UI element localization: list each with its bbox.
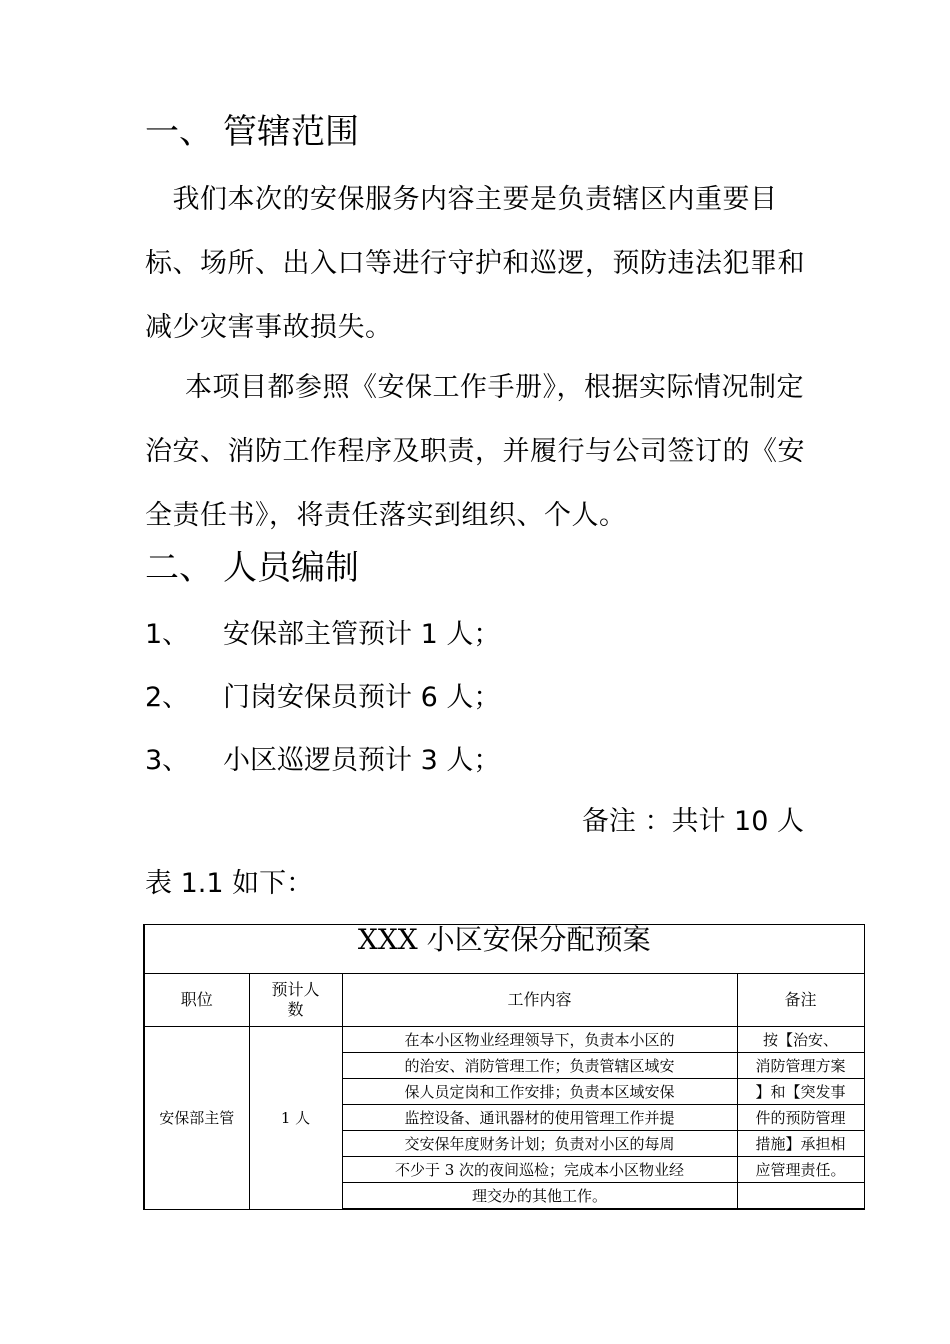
table-title-row: [144, 925, 864, 974]
cell-content-line: 监控设备、通讯器材的使用管理工作并提: [342, 1105, 737, 1131]
section-title: 人员编制: [223, 548, 359, 588]
list-item-text: 小区巡逻员预计 3 人；: [223, 745, 501, 776]
list-item-number: 1、: [145, 619, 190, 650]
cell-content-line: 在本小区物业经理领导下，负责本小区的: [342, 1027, 737, 1053]
total-note: 备注 ：共计 10 人: [581, 806, 804, 837]
section-title: 管辖范围: [223, 112, 359, 152]
table-caption: 表 1.1 如下：: [145, 868, 314, 899]
cell-remark-line: 】和【突发事: [737, 1079, 864, 1105]
paragraph-scope: 我们本次的安保服务内容主要是负责辖区内重要目标、场所、出入口等进行守护和巡逻，预防违法犯罪和减少灾害事故损失。: [145, 184, 805, 343]
cell-remark-line: 件的预防管理: [737, 1105, 864, 1131]
section-number: 二、: [145, 548, 213, 588]
table-row: [144, 1027, 864, 1053]
security-plan-table: [143, 924, 865, 1210]
section-heading-1: [145, 112, 359, 152]
list-item-text: 门岗安保员预计 6 人；: [223, 682, 501, 713]
section-heading-2: [145, 548, 359, 588]
list-item-number: 2、: [145, 682, 190, 713]
table-header-row: [144, 974, 864, 1027]
cell-remark-line: 措施】承担相: [737, 1131, 864, 1157]
section-number: 一、: [145, 112, 213, 152]
header-remark: 备注: [737, 974, 864, 1027]
cell-remark-line: 按【治安、: [737, 1027, 864, 1053]
cell-remark-line: 应管理责任。: [737, 1157, 864, 1183]
list-item: [145, 617, 500, 653]
cell-count: 1 人: [249, 1027, 342, 1210]
list-item-number: 3、: [145, 745, 190, 776]
list-item: [145, 680, 500, 716]
header-count: 预计人数: [249, 974, 342, 1027]
header-content: 工作内容: [342, 974, 737, 1027]
cell-content-line: 不少于 3 次的夜间巡检；完成本小区物业经: [342, 1157, 737, 1183]
header-position: 职位: [144, 974, 249, 1027]
paragraph-handbook: 本项目都参照《安保工作手册》，根据实际情况制定治安、消防工作程序及职责，并履行与公司签订的《安全责任书》，将责任落实到组织、个人。: [145, 372, 805, 531]
cell-content-line: 交安保年度财务计划；负责对小区的每周: [342, 1131, 737, 1157]
cell-remark-line: 消防管理方案: [737, 1053, 864, 1079]
cell-remark-line: [737, 1183, 864, 1210]
cell-content-line: 理交办的其他工作。: [342, 1183, 737, 1210]
table-title: XXX 小区安保分配预案: [144, 925, 864, 974]
cell-content-line: 保人员定岗和工作安排；负责本区域安保: [342, 1079, 737, 1105]
cell-content-line: 的治安、消防管理工作；负责管辖区域安: [342, 1053, 737, 1079]
list-item-text: 安保部主管预计 1 人；: [223, 619, 501, 650]
cell-position: 安保部主管: [144, 1027, 249, 1210]
list-item: [145, 743, 500, 779]
